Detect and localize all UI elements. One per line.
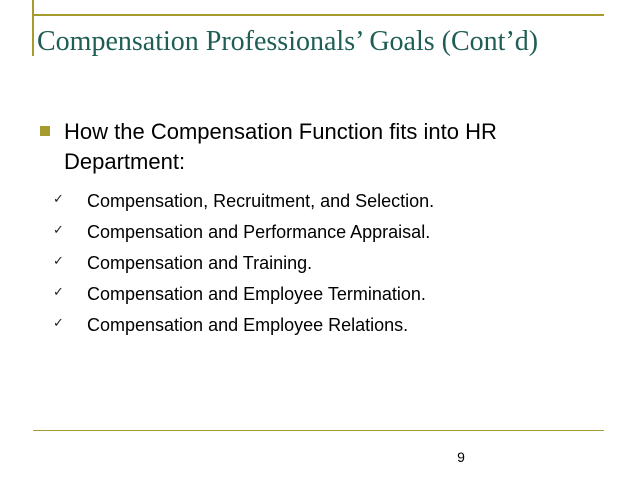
sub-bullet-item — [47, 251, 587, 282]
check-mark-icon: ✓ — [53, 254, 64, 269]
slide-title: Compensation Professionals’ Goals (Cont’d) — [37, 26, 539, 57]
sub-bullet-text: Compensation and Training. — [87, 253, 313, 273]
sub-bullet-text: Compensation and Performance Appraisal. — [87, 222, 431, 242]
square-bullet-icon — [40, 126, 50, 136]
sub-bullet-item — [47, 220, 587, 251]
check-mark-icon: ✓ — [53, 316, 64, 331]
sub-bullet-text: Compensation, Recruitment, and Selection. — [87, 191, 435, 211]
bottom-rule — [33, 430, 604, 431]
sub-bullet-list — [47, 189, 587, 344]
main-bullet-text: How the Compensation Function fits into HR Department: — [64, 119, 497, 174]
sub-bullet-item — [47, 189, 587, 220]
sub-bullet-item — [47, 313, 587, 344]
check-mark-icon: ✓ — [53, 192, 64, 207]
top-rule — [33, 14, 604, 16]
check-mark-icon: ✓ — [53, 285, 64, 300]
sub-bullet-text: Compensation and Employee Termination. — [87, 284, 426, 304]
left-rule — [32, 0, 34, 56]
check-mark-icon: ✓ — [53, 223, 64, 238]
sub-bullet-text: Compensation and Employee Relations. — [87, 315, 409, 335]
sub-bullet-item — [47, 282, 587, 313]
page-number: 9 — [457, 449, 465, 465]
